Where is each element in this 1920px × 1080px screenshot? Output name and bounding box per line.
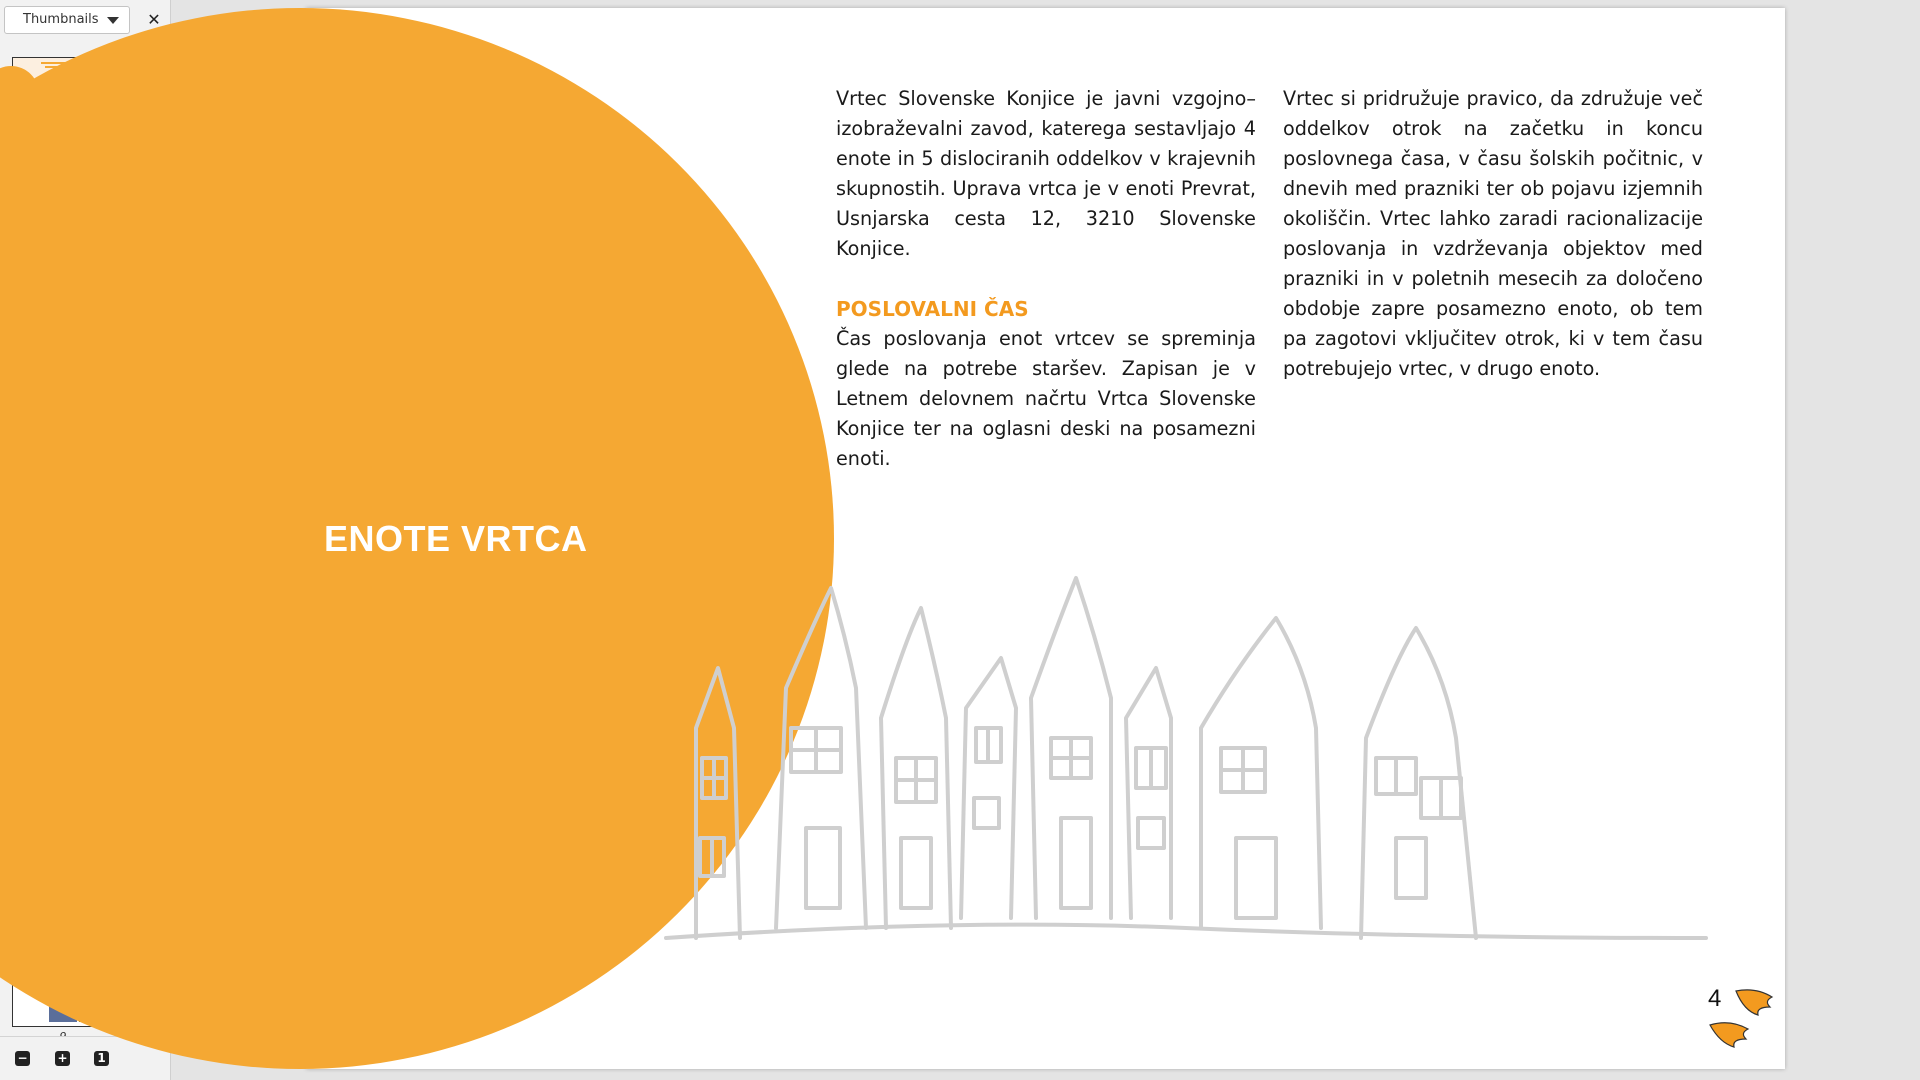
zoom-out-button[interactable]	[15, 1051, 30, 1066]
text-column-left	[836, 84, 1256, 474]
houses-drawing	[656, 558, 1716, 958]
section-heading: POSLOVALNI ČAS	[836, 297, 1029, 321]
business-hours-paragraph: Čas poslovanja enot vrtcev se spreminja glede na potrebe staršev. Zapisan je v Letnem delovnem načrtu Vrtca Slovenske Konjice ter na oglasni deski na posamezni enoti.	[836, 327, 1256, 470]
actual-size-button[interactable]	[94, 1051, 109, 1066]
text-column-right	[1283, 84, 1703, 384]
slide-title: ENOTE VRTCA	[324, 518, 588, 559]
view-mode-dropdown[interactable]	[4, 6, 130, 34]
intro-paragraph: Vrtec Slovenske Konjice je javni vzgojno–izobraževalni zavod, katerega sestavljajo 4 enote in 5 dislociranih oddelkov v krajevnih skupnostih. Uprava vrtca je v enoti Prevrat, Usnjarska cesta 12, 3210 Slovenske Konjice.	[836, 87, 1256, 260]
view-mode-label: Thumbnails	[23, 12, 99, 27]
zoom-in-button[interactable]	[55, 1051, 70, 1066]
one-icon: 1	[97, 1051, 106, 1065]
close-icon: ✕	[147, 10, 161, 29]
slide-page	[306, 8, 1785, 1069]
minus-icon: −	[17, 1051, 28, 1065]
plus-icon: +	[57, 1051, 68, 1065]
page-number: 4	[1708, 985, 1722, 1012]
footprints-icon	[1706, 983, 1776, 1053]
policy-paragraph: Vrtec si pridružuje pravico, da združuje več oddelkov otrok na začetku in koncu poslovnega časa, v času šolskih počitnic, v dnevih med prazniki ter ob pojavu izjemnih okoliščin. Vrtec lahko zaradi racionalizacije poslovanja in vzdrževanja objektov med prazniki in v poletnih mesecih za določeno obdobje zapre posamezno enoto, ob tem pa zagotovi vključitev otrok, ki v tem času potrebujejo vrtec, v drugo enoto.	[1283, 87, 1703, 380]
chevron-down-icon	[107, 17, 119, 24]
